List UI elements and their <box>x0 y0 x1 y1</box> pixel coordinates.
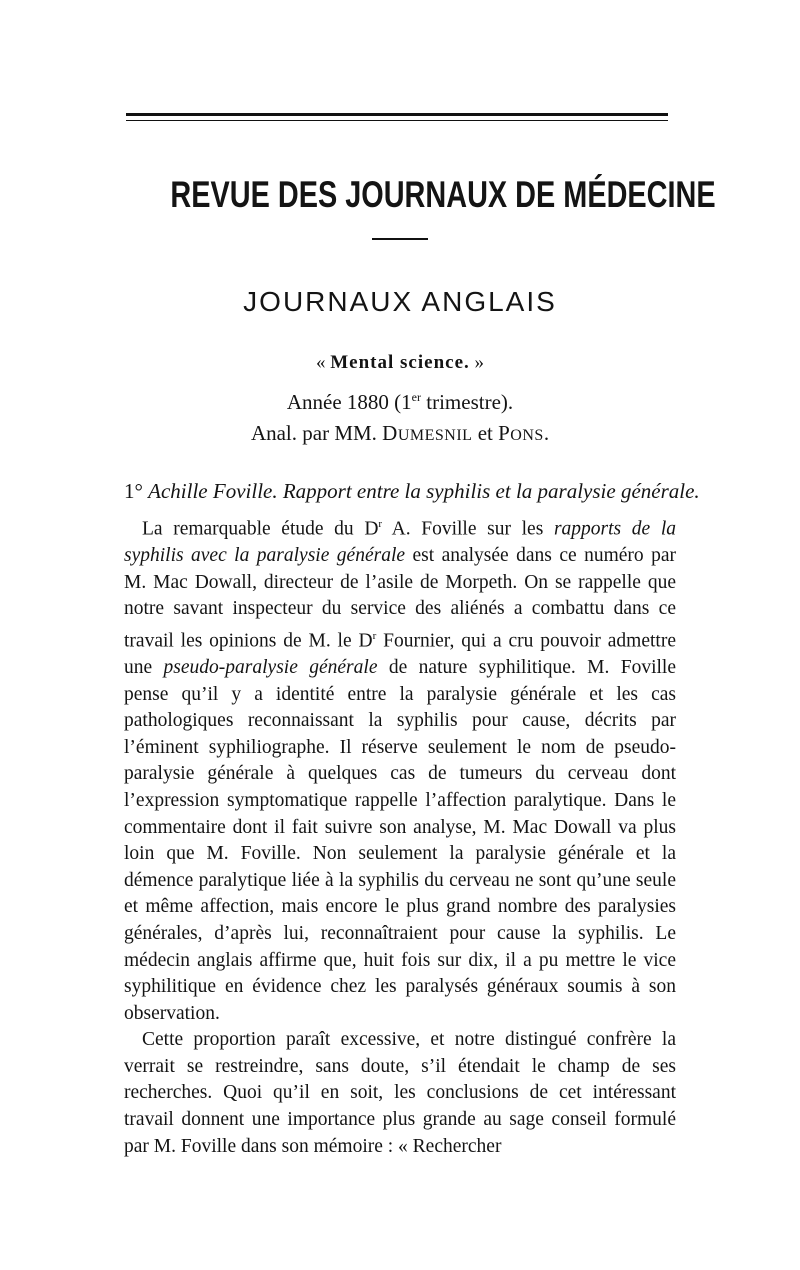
journal-open-quote: « <box>315 352 331 373</box>
p1-italic-2: pseudo-paralysie générale <box>163 656 378 678</box>
p1-italic-1: rapports de la syphilis avec la paralysie générale <box>124 518 676 567</box>
p1-text-b: A. Foville sur les <box>382 518 554 540</box>
analysts-mid: et <box>472 421 499 445</box>
year-line <box>100 382 700 417</box>
paragraph-1 <box>124 511 676 1027</box>
p1-text-e: de nature syphilitique. M. Foville pense qu’il y a identité entre la paralysie générale et les cas pathologiques reconnaissant la syphilis pour cause, décrits par l’éminent syphiliographe. Il réserve seulement le nom de pseudo-paralysie générale à quelques cas de tumeurs du cerveau dont l’expression symptomatique rappelle l’affection paralytique. Dans le commentaire dont il fait suivre son analyse, M. Mac Dowall va plus loin que M. Foville. Non seulement la paralysie générale et la démence paralytique liée à la syphilis du cerveau ne sont qu’une seule et même affection, mais encore le plus grand nombre des paralysies générales, d’après lui, reconnaîtraient pour cause la syphilis. Le médecin anglais affirme que, huit fois sur dix, il a pu mettre le vice syphilitique en évidence chez les paralysés généraux soumis à son observation. <box>124 656 676 1024</box>
analysts-suffix: . <box>543 421 550 445</box>
p1-text-d: Fournier, qui a cru pouvoir admettre une <box>124 630 676 678</box>
analyst-2: PONS <box>498 421 544 445</box>
main-title: REVUE DES JOURNAUX DE MÉDECINE <box>170 174 716 215</box>
p1-sup-2: r <box>372 629 377 642</box>
paragraph-2: Cette proportion paraît excessive, et notre distingué confrère la verrait se restreindre, sans doute, s’il étendait le champ de ses recherches. Quoi qu’il en soit, les conclusions de cet intéressant travail donnent une importance plus grande au sage conseil formulé par M. Foville dans son mémoire : « Rechercher <box>124 1029 676 1157</box>
year-sup: er <box>411 390 421 404</box>
journal-name: Mental science. <box>330 352 470 373</box>
article-body <box>124 511 676 1160</box>
p1-text-a: La remarquable étude du D <box>142 518 379 540</box>
analyst-1: DUMESNIL <box>382 421 473 445</box>
p1-sup-1: r <box>378 518 383 530</box>
article-heading-text: Achille Foville. Rapport entre la syphilis et la paralysie générale. <box>148 479 700 503</box>
year-suffix: trimestre). <box>421 390 514 414</box>
p1-text-c: est analysée dans ce numéro par M. Mac Dowall, directeur de l’asile de Morpeth. On se rappelle que notre savant inspecteur du service des aliénés a combattu dans ce travail les opinions de M. le D <box>124 545 676 652</box>
year-prefix: Année 1880 (1 <box>286 390 412 414</box>
title-divider <box>372 238 428 240</box>
top-rule-thin <box>126 120 668 121</box>
section-title: JOURNAUX ANGLAIS <box>243 286 557 317</box>
analysts-line <box>100 418 700 451</box>
journal-name-line <box>100 350 700 376</box>
article-heading <box>124 476 700 506</box>
analysts-prefix: Anal. par MM. <box>250 421 383 445</box>
journal-close-quote: » <box>469 352 484 373</box>
article-number: 1° <box>124 479 149 503</box>
top-rule-thick <box>126 113 668 116</box>
